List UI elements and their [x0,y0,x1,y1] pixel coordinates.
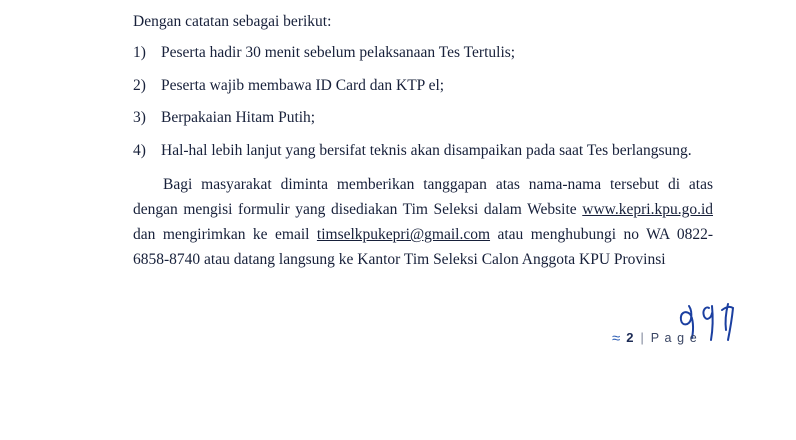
list-item [133,140,713,162]
paragraph-part-3: atau menghubungi no WA 0822-6858-8740 atau datang langsung ke Kantor Tim Seleksi Calon Anggota KPU Provinsi [133,226,713,269]
list-item [133,107,713,129]
list-item-marker: 4) [133,141,146,159]
list-item-marker: 1) [133,44,146,62]
list-item-marker: 2) [133,76,146,94]
email-link[interactable]: timselkpukepri@gmail.com [316,226,491,244]
paragraph-part-2: dan mengirimkan ke email [133,226,317,244]
footer-mark-icon: ≈ [612,330,621,347]
body-paragraph [133,172,713,272]
numbered-list [133,42,713,162]
list-item [133,75,713,97]
website-link[interactable]: www.kepri.kpu.go.id [582,201,713,219]
document-body [133,12,713,272]
list-item [133,42,713,64]
footer-page-label: P a g e [650,330,698,345]
list-item-marker: 3) [133,109,146,127]
intro-line: Dengan catatan sebagai berikut: [133,13,332,30]
list-item-text: Berpakaian Hitam Putih; [161,109,316,127]
list-item-text: Hal-hal lebih lanjut yang bersifat teknis akan disampaikan pada saat Tes berlangsung. [161,141,692,159]
footer-separator: | [640,330,644,345]
list-item-text: Peserta wajib membawa ID Card dan KTP el; [161,76,445,94]
paragraph-part-1: Bagi masyarakat diminta memberikan tanggapan atas nama-nama tersebut di atas dengan mengisi formulir yang disediakan Tim Seleksi dalam Website [133,176,713,219]
page-footer [612,330,698,345]
list-item-text: Peserta hadir 30 menit sebelum pelaksanaan Tes Tertulis; [161,44,516,62]
footer-page-number: 2 [626,330,634,345]
